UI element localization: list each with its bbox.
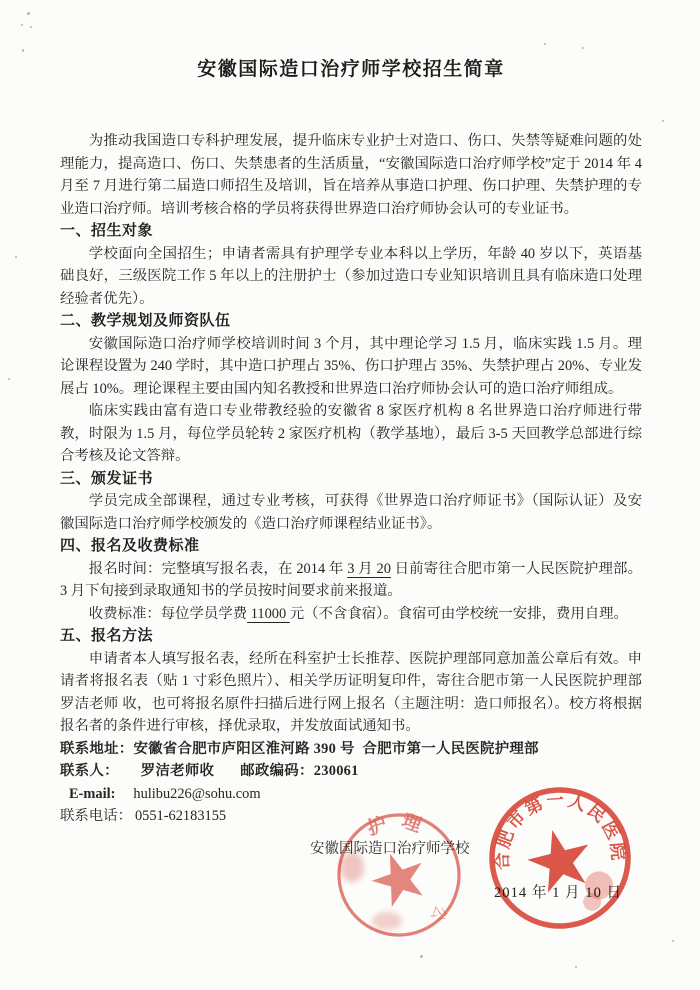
fee-amount-underlined: 11000 — [247, 605, 290, 622]
seal-side-glyph: 公 — [427, 902, 450, 925]
seal-ink-smudge — [372, 912, 402, 930]
fee-paragraph — [60, 603, 642, 626]
address-value: 安徽省合肥市庐阳区淮河路 390 号 合肥市第一人民医院护理部 — [133, 740, 539, 757]
seal-arc-text: 护理 — [365, 810, 436, 841]
enrollment-time-text: 报名时间：完整填写报名表，在 2014 年 — [88, 560, 348, 577]
section-2-paragraph-2: 临床实践由富有造口专业带教经验的安徽省 8 家医疗机构 8 名世界造口治疗师进行带教，时限为 1.5 月，每位学员轮转 2 家医疗机构（教学基地），最后 3-5 天回教学总部进行综合考核及论文答辩。 — [60, 403, 642, 464]
deadline-underlined: 3 月 20 — [347, 560, 391, 577]
document-title: 安徽国际造口治疗师学校招生简章 — [197, 59, 505, 80]
scan-speck — [15, 256, 17, 258]
postcode-value: 230061 — [313, 763, 359, 779]
section-5-heading: 五、报名方法 — [60, 627, 154, 644]
phone-label: 联系电话： — [60, 808, 132, 824]
scan-speck — [8, 378, 10, 380]
contact-person-value: 罗洁老师收 — [140, 763, 215, 779]
phone-value: 0551-62183155 — [134, 808, 227, 824]
scan-speck — [544, 43, 546, 45]
svg-text:护理 — [364, 804, 438, 847]
scan-speck — [672, 940, 674, 942]
scan-speck — [22, 49, 24, 52]
scan-speck — [575, 966, 577, 968]
fee-text: 收费标准：每位学员学费 — [88, 605, 248, 622]
email-label: E-mail: — [69, 785, 116, 802]
section-2-paragraph-1: 安徽国际造口治疗师学校培训时间 3 个月，其中理论学习 1.5 月，临床实践 1.5 月。理论课程设置为 240 学时，其中造口护理占 35%、伤口护理占 35%、失禁护理占 20%、专业发展占 10%。理论课程主要由国内知名教授和世界造口治疗师协会认可的造口治疗师组成。 — [60, 335, 642, 397]
section-3-paragraph: 学员完成全部课程，通过专业考核，可获得《世界造口治疗师证书》（国际认证）及安徽国际造口治疗师学校颁发的《造口治疗师课程结业证书》。 — [60, 493, 642, 532]
contact-address-row — [60, 738, 642, 761]
scan-speck — [30, 26, 32, 28]
enrollment-time-paragraph — [60, 558, 642, 603]
scan-speck — [582, 47, 584, 49]
address-label: 联系地址： — [60, 740, 134, 757]
contact-person-row — [60, 760, 642, 783]
section-5-paragraph: 申请者本人填写报名表，经所在科室护士长推荐、医院护理部同意加盖公章后有效。申请者将报名表（贴 1 寸彩色照片）、相关学历证明复印件，寄往合肥市第一人民医院护理部罗洁老师 收，也可将报名原件扫描后进行网上报名（主题注明：造口师报名）。校方将根据报名者的条件进行审核，择优录取，并发放面试通知书。 — [60, 650, 642, 734]
star-icon — [365, 845, 432, 911]
scan-speck — [420, 955, 423, 958]
signature-organization: 安徽国际造口治疗师学校 — [310, 841, 470, 857]
document-body — [60, 0, 642, 828]
enrollment-time-text-rest: 日前寄往合肥市第一人民医院护理部。3 月下旬接到录取通知书的学员按时间要求前来报道。 — [60, 560, 642, 599]
section-1-paragraph: 学校面向全国招生；申请者需具有护理学专业本科以上学历，年龄 40 岁以下，英语基础良好，三级医院工作 5 年以上的注册护士（参加过造口专业知识培训且具有临床造口处理经验者优先）。 — [60, 245, 642, 307]
seal-ink-smudge — [340, 852, 364, 882]
section-1-heading: 一、招生对象 — [60, 222, 154, 239]
section-3-heading: 三、颁发证书 — [60, 469, 154, 487]
signature-date: 2014 年 1 月 10 日 — [494, 885, 623, 901]
seal-arc-text: 合肥市第一人民医院 — [491, 789, 629, 871]
fee-text-rest: 元（不含食宿）。食宿可由学校统一安排，费用自理。 — [289, 605, 628, 622]
contact-person-label: 联系人： — [60, 763, 119, 779]
scan-speck — [27, 12, 30, 15]
email-value: hulibu226@sohu.com — [133, 785, 261, 802]
postcode-label: 邮政编码： — [240, 763, 314, 779]
section-2-heading: 二、教学规划及师资队伍 — [60, 312, 231, 329]
scan-speck — [662, 120, 664, 122]
section-4-heading: 四、报名及收费标准 — [60, 537, 200, 554]
hospital-seal-stamp — [480, 779, 640, 937]
intro-paragraph: 为推动我国造口专科护理发展，提升临床专业护士对造口、伤口、失禁等疑难问题的处理能力，提高造口、伤口、失禁患者的生活质量，“安徽国际造口治疗师学校”定于 2014 年 4 月至 7 月进行第二届造口师招生及培训，旨在培养从事造口护理、伤口护理、失禁护理的专业造口治疗师。培训考核合格的学员将获得世界造口治疗师协会认可的专业证书。 — [60, 133, 642, 217]
scan-speck — [21, 24, 23, 26]
